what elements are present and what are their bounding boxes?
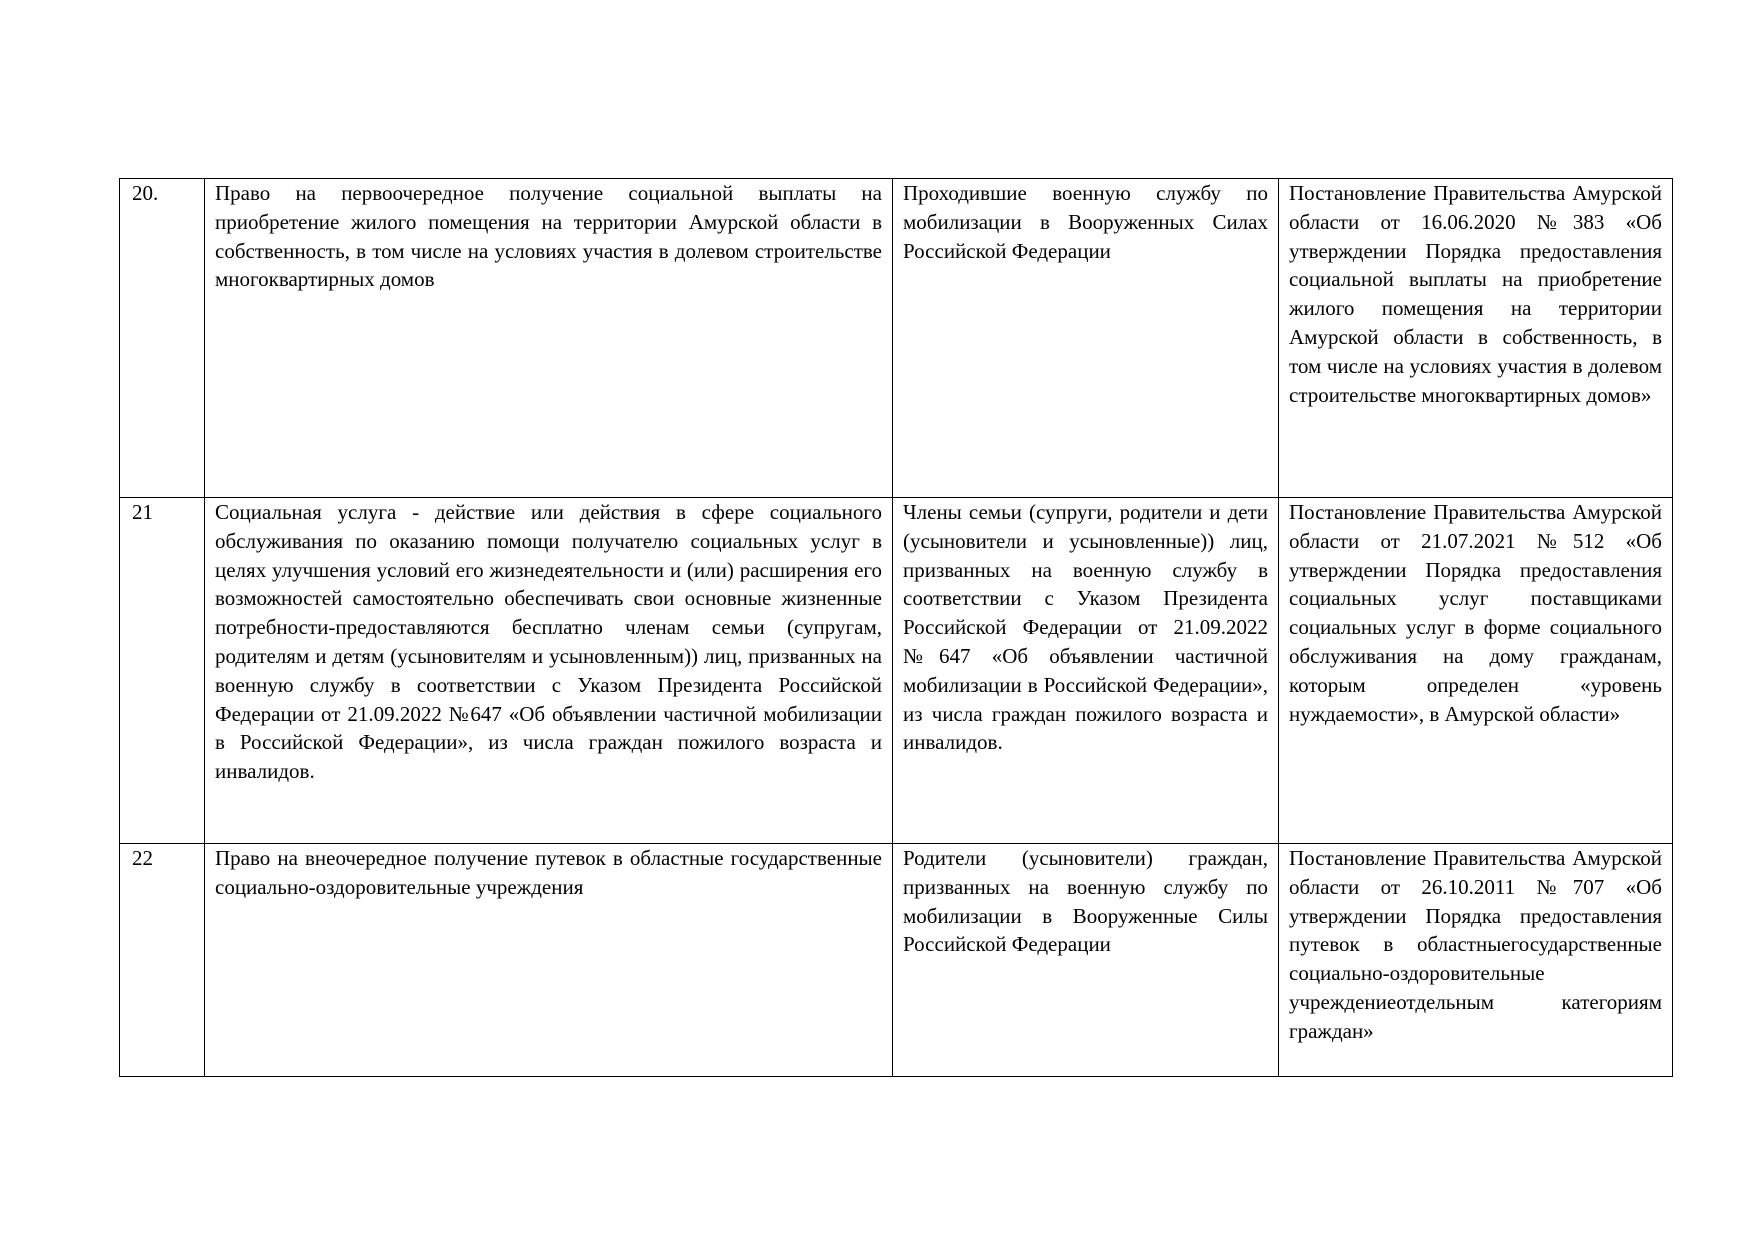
table-row [120, 498, 1673, 844]
benefit-description: Право на внеочередное получение путевок в областные государственные социально-оздоровительные учреждения [205, 844, 893, 1077]
benefit-description: Социальная услуга - действие или действия в сфере социального обслуживания по оказанию помощи получателю социальных услуг в целях улучшения условий его жизнедеятельности и (или) расширения его возможностей самостоятельно обеспечивать свои основные жизненные потребности-предоставляются бесплатно членам семьи (супругам, родителям и детям (усыновителям и усыновленным)) лиц, призванных на военную службу в соответствии с Указом Президента Российской Федерации от 21.09.2022 №647 «Об объявлении частичной мобилизации в Российской Федерации», из числа граждан пожилого возраста и инвалидов. [205, 498, 893, 844]
legal-basis: Постановление Правительства Амурской области от 21.07.2021 №512 «Об утверждении Порядка предоставления социальных услуг поставщиками социальных услуг в форме социального обслуживания на дому гражданам, которым определен «уровень нуждаемости», в Амурской области» [1279, 498, 1673, 844]
benefit-recipients: Проходившие военную службу по мобилизации в Вооруженных Силах Российской Федерации [893, 179, 1279, 498]
benefits-table [119, 178, 1673, 1077]
row-number: 21 [120, 498, 205, 844]
legal-basis: Постановление Правительства Амурской области от 16.06.2020 №383 «Об утверждении Порядка предоставления социальной выплаты на приобретение жилого помещения на территории Амурской области в собственность, в том числе на условиях участия в долевом строительстве многоквартирных домов» [1279, 179, 1673, 498]
row-number: 20. [120, 179, 205, 498]
table-row [120, 844, 1673, 1077]
benefit-recipients: Члены семьи (супруги, родители и дети (усыновители и усыновленные)) лиц, призванных на военную службу в соответствии с Указом Президента Российской Федерации от 21.09.2022 №647 «Об объявлении частичной мобилизации в Российской Федерации», из числа граждан пожилого возраста и инвалидов. [893, 498, 1279, 844]
benefit-recipients: Родители (усыновители) граждан, призванных на военную службу по мобилизации в Вооруженные Силы Российской Федерации [893, 844, 1279, 1077]
table-row [120, 179, 1673, 498]
legal-basis: Постановление Правительства Амурской области от 26.10.2011 №707 «Об утверждении Порядка предоставления путевок в областныегосударственные социально-оздоровительные учреждениеотдельным категориям граждан» [1279, 844, 1673, 1077]
row-number: 22 [120, 844, 205, 1077]
benefit-description: Право на первоочередное получение социальной выплаты на приобретение жилого помещения на территории Амурской области в собственность, в том числе на условиях участия в долевом строительстве многоквартирных домов [205, 179, 893, 498]
